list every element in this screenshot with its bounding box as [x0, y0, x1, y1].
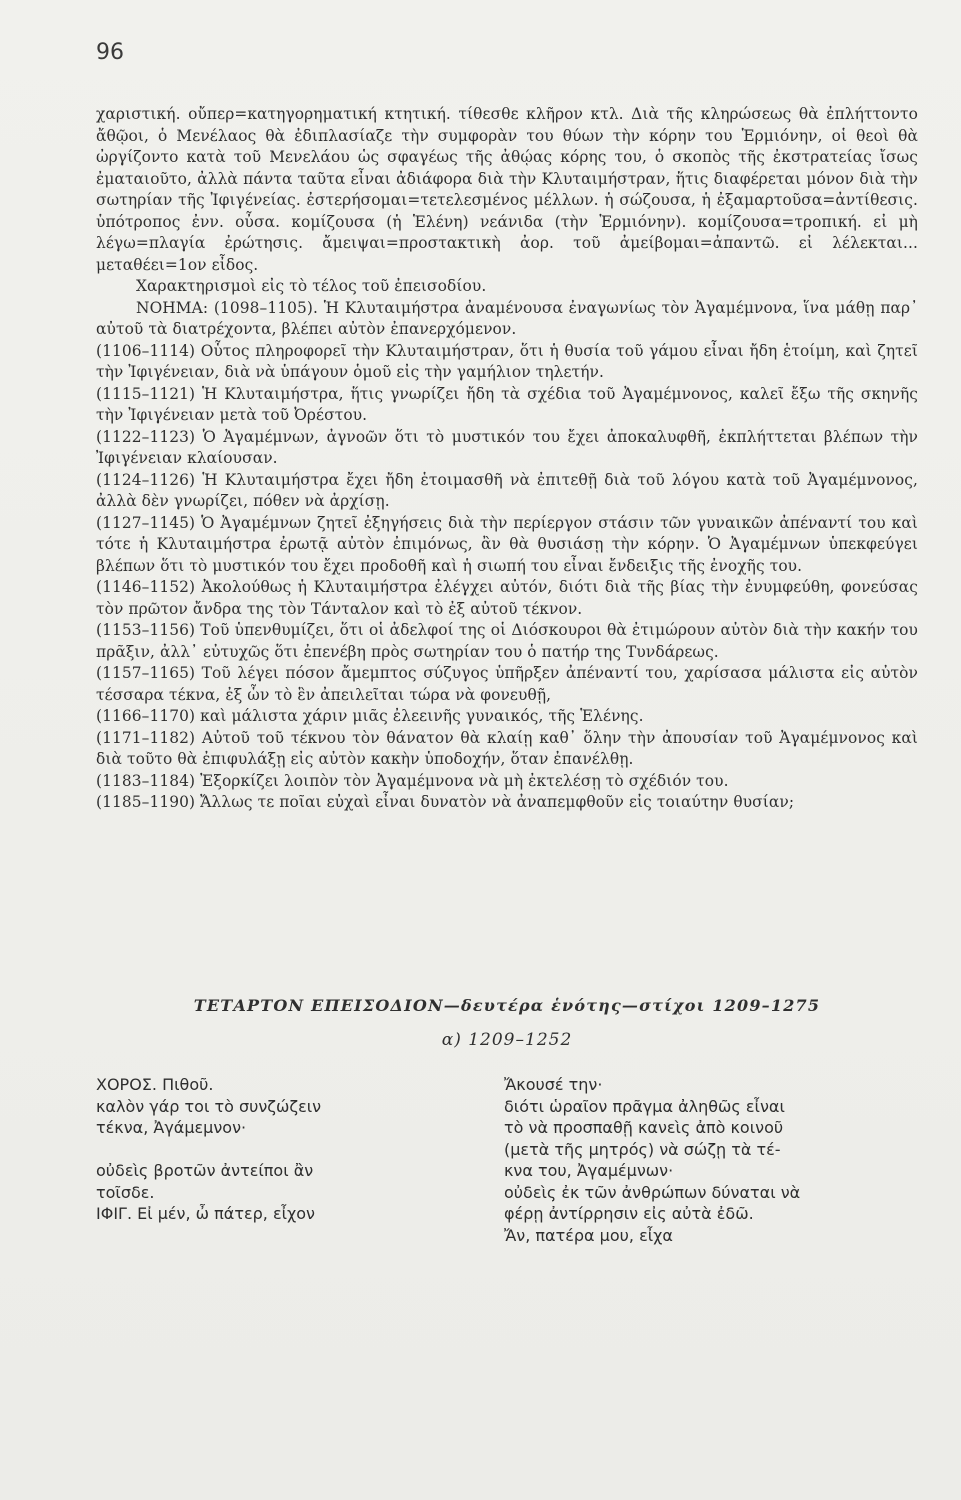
translation-line: (μετὰ τῆς μητρός) νὰ σώζῃ τὰ τέ- — [504, 1139, 781, 1159]
paragraph-1106: (1106–1114) Οὗτος πληροφορεῖ τὴν Κλυταιμήστραν, ὅτι ἡ θυσία τοῦ γάμου εἶναι ἤδη ἑτοίμη, καὶ ζητεῖ τὴν Ἰφιγένειαν, διὰ νὰ ὑπάγουν ὁμοῦ εἰς τὴν γαμήλιον τηλετήν. — [96, 341, 918, 381]
verse-line: καλὸν γάρ τοι τὸ συνζώζειν — [96, 1096, 322, 1116]
translation-line: οὐδεὶς ἐκ τῶν ἀνθρώπων δύναται νὰ — [504, 1182, 801, 1202]
paragraph-1122: (1122–1123) Ὁ Ἀγαμέμνων, ἀγνοῶν ὅτι τὸ μυστικόν του ἔχει ἀποκαλυφθῆ, ἐκπλήττεται βλέπων τὴν Ἰφιγένειαν κλαίουσαν. — [96, 427, 918, 467]
translation-line: Ἄκουσέ την· — [504, 1075, 603, 1094]
translation-line: Ἄν, πατέρα μου, εἶχα — [504, 1225, 673, 1245]
paragraph-1157: (1157–1165) Τοῦ λέγει πόσον ἄμεμπτος σύζυγος ὑπῆρξεν ἀπέναντί του, χαρίσασα μάλιστα εἰς αὐτὸν τέσσαρα τέκνα, ἐξ ὧν τὸ ἓν ἀπειλεῖται τώρα νὰ φονευθῇ, — [96, 664, 918, 704]
verse-line: οὐδεὶς βροτῶν ἀντείποι ἂν — [96, 1161, 314, 1180]
verse-spacer — [96, 1139, 476, 1161]
paragraph-notes: χαριστική. οὔπερ=κατηγορηματική κτητική. τίθεσθε κλῆρον κτλ. Διὰ τῆς κληρώσεως θὰ ἐπλήττοντο ἄθῷοι, ὁ Μενέλαος θὰ ἐδιπλασίαζε τὴν συμφορὰν του θύων τὴν κόρην του Ἑρμιόνην, οἱ θεοὶ θὰ ὠργίζοντο κατὰ τοῦ Μενελάου ὡς σφαγέως τῆς ἀθῴας κόρης του, ὁ σκοπὸς τῆς ἐκστρατείας ἴσως ἐματαιοῦτο, ἀλλὰ πάντα ταῦτα εἶναι ἀδιάφορα διὰ τὴν Κλυταιμήστραν, ἥτις διαφέρεται μόνον διὰ τὴν σωτηρίαν τῆς Ἰφιγένείας. ἐστερήσομαι=τετελεσμένος μέλλων. ἡ σώζουσα, ἡ ἐξαμαρτοῦσα=ἀντίθεσις. ὑπότροπος ἐνν. οὖσα. κομίζουσα (ἡ Ἑλένη) νεάνιδα (τὴν Ἑρμιόνην). κομίζουσα=τροπική. εἰ μὴ λέγω=πλαγία ἐρώτησις. ἄμειψαι=προστακτικὴ ἀορ. τοῦ ἀμείβομαι=ἀπαντῶ. εἰ λέλεκται... μεταθέει=1ον εἶδος. — [96, 105, 918, 274]
verse-translation — [504, 1074, 924, 1246]
paragraph-1153: (1153–1156) Τοῦ ὑπενθυμίζει, ὅτι οἱ ἀδελφοί της οἱ Διόσκουροι θὰ ἐτιμώρουν αὐτὸν διὰ τὴν κακήν του πρᾶξιν, ἀλλ᾽ εὐτυχῶς ὅτι ἐπενέβη πρὸς σωτηρίαν του ὁ πατήρ της Τυνδάρεως. — [96, 621, 918, 661]
verse-line: τέκνα, Ἀγάμεμνον· — [96, 1118, 247, 1137]
paragraph-noima: ΝΟΗΜΑ: (1098–1105). Ἡ Κλυταιμήστρα ἀναμένουσα ἐναγωνίως τὸν Ἀγαμέμνονα, ἵνα μάθῃ παρ᾽ αὐτοῦ τὰ διατρέχοντα, βλέπει αὐτὸν ἐπανερχόμενον. — [96, 298, 918, 338]
section-subheading: α) 1209–1252 — [441, 1030, 573, 1050]
translation-line: κνα του, Ἀγαμέμνων· — [504, 1161, 674, 1180]
verse-line: ΙΦΙΓ. Εἰ μέν, ὦ πάτερ, εἶχον — [96, 1204, 315, 1223]
verse-greek-original — [96, 1074, 476, 1225]
paragraph-1171: (1171–1182) Αὐτοῦ τοῦ τέκνου τὸν θάνατον θὰ κλαίῃ καθ᾽ ὅλην τὴν ἀπουσίαν τοῦ Ἀγαμέμνονος καὶ διὰ τοῦτο θὰ ἐπιφυλάξῃ εἰς αὐτὸν κακὴν ὑποδοχήν, ὅταν ἐπανέλθῃ. — [96, 728, 918, 768]
paragraph-1183: (1183–1184) Ἐξορκίζει λοιπὸν τὸν Ἀγαμέμνονα νὰ μὴ ἐκτελέσῃ τὸ σχέδιόν του. — [96, 771, 729, 790]
paragraph-1115: (1115–1121) Ἡ Κλυταιμήστρα, ἥτις γνωρίζει ἤδη τὰ σχέδια τοῦ Ἀγαμέμνονος, καλεῖ ἔξω τῆς σκηνῆς τὴν Ἰφιγένειαν μετὰ τοῦ Ὀρέστου. — [96, 384, 918, 424]
paragraph-1166: (1166–1170) καὶ μάλιστα χάριν μιᾶς ἐλεεινῆς γυναικός, τῆς Ἑλένης. — [96, 707, 644, 725]
paragraph-1124: (1124–1126) Ἡ Κλυταιμήστρα ἔχει ἤδη ἑτοιμασθῆ νὰ ἐπιτεθῇ διὰ τοῦ λόγου κατὰ τοῦ Ἀγαμέμνονος, ἀλλὰ δὲν γνωρίζει, πόθεν νὰ ἀρχίσῃ. — [96, 470, 918, 510]
commentary-text — [96, 104, 918, 814]
paragraph-1185: (1185–1190) Ἄλλως τε ποῖαι εὐχαὶ εἶναι δυνατὸν νὰ ἀναπεμφθοῦν εἰς τοιαύτην θυσίαν; — [96, 793, 795, 811]
verse-line: ΧΟΡΟΣ. Πιθοῦ. — [96, 1075, 214, 1094]
section-heading: ΤΕΤΑΡΤΟΝ ΕΠΕΙΣΟΔΙΟΝ—δευτέρα ἑνότης—στίχοι 1209–1275 — [193, 996, 821, 1015]
translation-line: φέρῃ ἀντίρρησιν εἰς αὐτὰ ἐδῶ. — [504, 1204, 754, 1223]
translation-line: διότι ὡραῖον πρᾶγμα ἀληθῶς εἶναι — [504, 1096, 785, 1116]
translation-line: τὸ νὰ προσπαθῇ κανεὶς ἀπὸ κοινοῦ — [504, 1118, 784, 1137]
paragraph-1127: (1127–1145) Ὁ Ἀγαμέμνων ζητεῖ ἐξηγήσεις διὰ τὴν περίεργον στάσιν τῶν γυναικῶν ἀπέναντί του καὶ τότε ἡ Κλυταιμήστρα ἐρωτᾷ αὐτὸν ἐπιμόνως, ἂν θὰ θυσιάσῃ τὴν κόρην. Ὁ Ἀγαμέμνων ὑπεκφεύγει βλέπων ὅτι τὸ μυστικόν του ἔχει προδοθῆ καὶ ἡ σιωπή του εἶναι ἔνδειξις τῆς ἐνοχῆς του. — [96, 513, 918, 575]
paragraph-1146: (1146–1152) Ἀκολούθως ἡ Κλυταιμήστρα ἐλέγχει αὐτόν, διότι διὰ τῆς βίας τὴν ἐνυμφεύθη, φονεύσας τὸν πρῶτον ἄνδρα της τὸν Τάνταλον καὶ τὸ ἐξ αὐτοῦ τέκνον. — [96, 578, 918, 618]
verse-line: τοῖσδε. — [96, 1182, 155, 1202]
page-number: 96 — [96, 40, 124, 65]
paragraph-characterizations: Χαρακτηρισμοὶ εἰς τὸ τέλος τοῦ ἐπεισοδίου. — [136, 277, 487, 295]
